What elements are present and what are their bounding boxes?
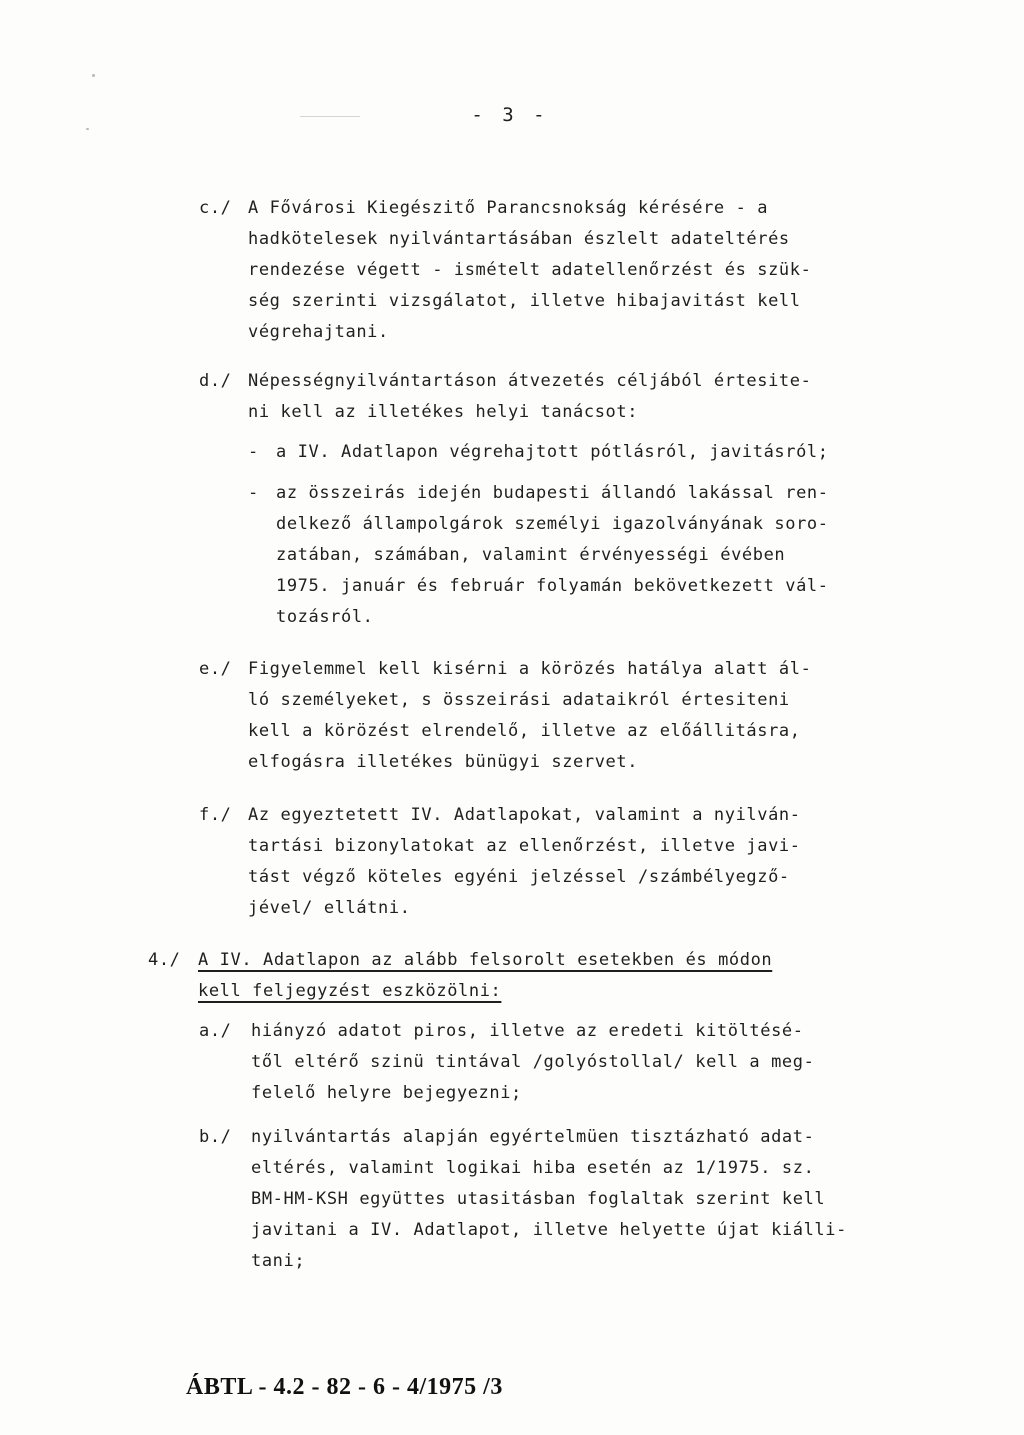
text-line: ló személyeket, s összeirási adataikról értesiteni [248,690,790,710]
text-line: től eltérő szinü tintával /golyóstollal/ kell a meg- [251,1052,815,1072]
text-line: A Fővárosi Kiegészitő Parancsnokság kérésére - a [248,198,769,218]
item-f-marker: f./ [199,805,232,825]
text-line: kell a körözést elrendelő, illetve az előállitásra, [248,721,801,741]
item-d-bullet-2 [276,478,829,633]
text-line: zatában, számában, valamint érvényességi évében [276,545,786,565]
item-b-marker: b./ [199,1127,232,1147]
item-d-text [248,366,811,428]
text-line: az összeirás idején budapesti állandó lakással ren- [276,483,829,503]
text-line: rendezése végett - ismételt adatellenőrzést és szük- [248,260,812,280]
text-line: felelő helyre bejegyezni; [251,1083,522,1103]
scan-speck [86,128,89,130]
item-b-text [251,1122,847,1277]
item-c-marker: c./ [199,198,232,218]
section-4-heading [198,945,772,1007]
text-line: tozásról. [276,607,374,627]
text-line: hiányzó adatot piros, illetve az eredeti kitöltésé- [251,1021,804,1041]
text-line: 1975. január és február folyamán bekövetkezett vál- [276,576,829,596]
scan-speck [92,74,95,77]
text-line: tani; [251,1251,306,1271]
scan-mark [300,116,360,117]
bullet-dash: - [248,483,259,503]
heading-line: A IV. Adatlapon az alább felsorolt esetekben és módon [198,950,773,970]
item-a-text [251,1016,814,1109]
item-d-bullet-1 [276,437,829,468]
text-line: tartási bizonylatokat az ellenőrzést, illetve javi- [248,836,801,856]
text-line: nyilvántartás alapján egyértelmüen tisztázható adat- [251,1127,815,1147]
item-d-marker: d./ [199,371,232,391]
text-line: Az egyeztetett IV. Adatlapokat, valamint a nyilván- [248,805,801,825]
text-line: végrehajtani. [248,322,389,342]
text-line: elfogásra illetékes bünügyi szervet. [248,752,639,772]
page-number: - 3 - [471,104,549,126]
text-line: Népességnyilvántartáson átvezetés céljából értesite- [248,371,812,391]
section-4-marker: 4./ [148,950,181,970]
text-line: eltérés, valamint logikai hiba esetén az 1/1975. sz. [251,1158,815,1178]
text-line: ség szerinti vizsgálatot, illetve hibajavitást kell [248,291,801,311]
item-e-marker: e./ [199,659,232,679]
item-c-text [248,193,811,348]
text-line: jével/ ellátni. [248,898,411,918]
heading-line: kell feljegyzést eszközölni: [198,981,502,1001]
text-line: Figyelemmel kell kisérni a körözés hatálya alatt ál- [248,659,812,679]
item-e-text [248,654,811,778]
text-line: ni kell az illetékes helyi tanácsot: [248,402,639,422]
text-line: a IV. Adatlapon végrehajtott pótlásról, javitásról; [276,442,829,462]
archive-reference: ÁBTL - 4.2 - 82 - 6 - 4/1975 /3 [186,1374,503,1400]
bullet-dash: - [248,442,259,462]
text-line: javitani a IV. Adatlapot, illetve helyette újat kiálli- [251,1220,847,1240]
item-a-marker: a./ [199,1021,232,1041]
text-line: delkező állampolgárok személyi igazolványának soro- [276,514,829,534]
item-f-text [248,800,801,924]
text-line: tást végző köteles egyéni jelzéssel /számbélyegző- [248,867,790,887]
text-line: BM-HM-KSH együttes utasitásban foglaltak szerint kell [251,1189,826,1209]
text-line: hadkötelesek nyilvántartásában észlelt adateltérés [248,229,790,249]
